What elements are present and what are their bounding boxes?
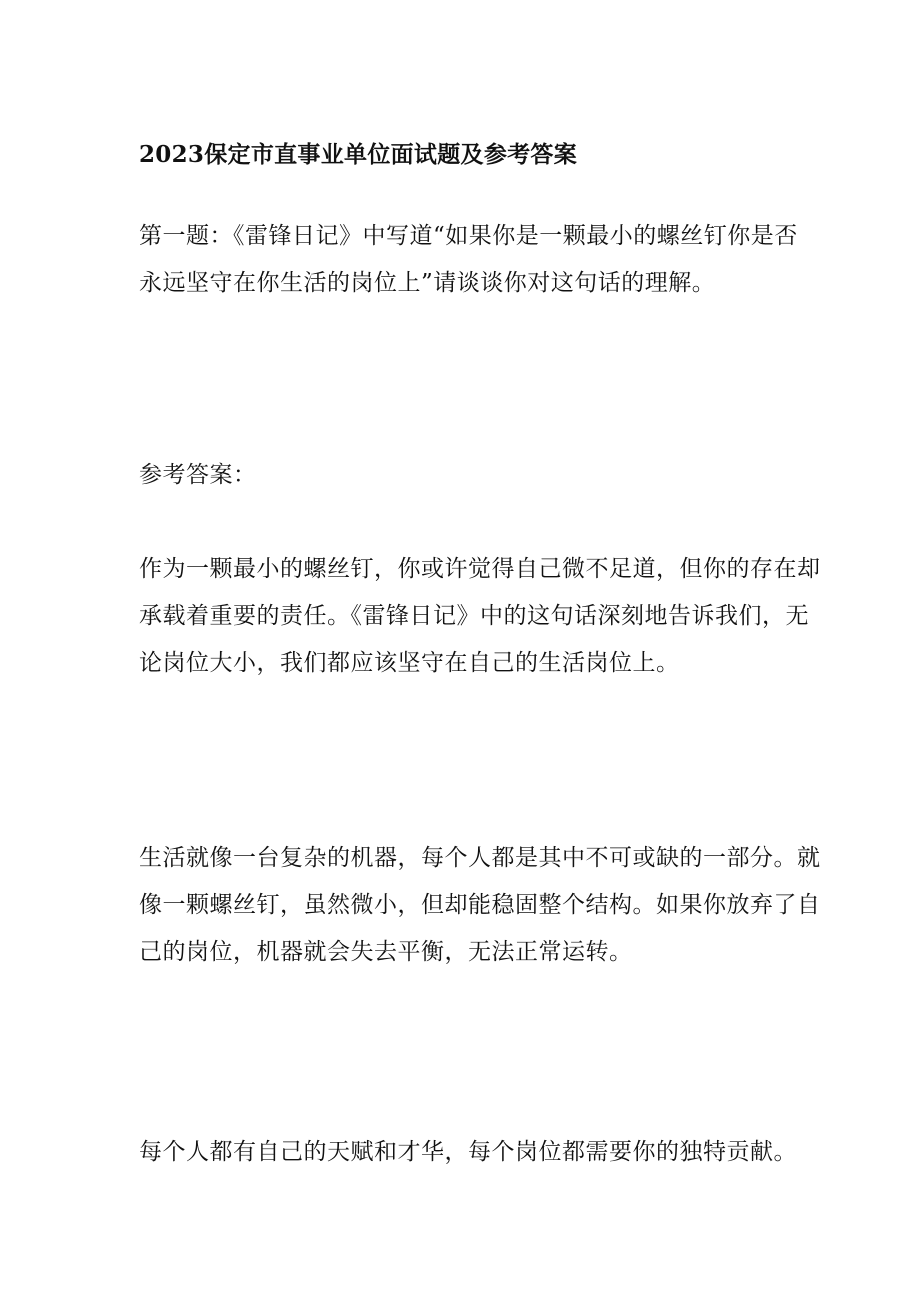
paragraph-line: 作为一颗最小的螺丝钉，你或许觉得自己微不足道，但你的存在却 xyxy=(139,556,821,582)
paragraph-line: 承载着重要的责任。《雷锋日记》中的这句话深刻地告诉我们，无 xyxy=(139,603,809,629)
question-line: 永远坚守在你生活的岗位上”请谈谈你对这句话的理解。 xyxy=(139,270,716,296)
answer-label: 参考答案： xyxy=(139,462,257,488)
paragraph-line: 己的岗位，机器就会失去平衡，无法正常运转。 xyxy=(139,939,633,965)
question-paragraph xyxy=(139,213,798,307)
paragraph-line: 论岗位大小，我们都应该坚守在自己的生活岗位上。 xyxy=(139,650,680,676)
page-title: 2023保定市直事业单位面试题及参考答案 xyxy=(139,141,578,168)
paragraph-line: 生活就像一台复杂的机器，每个人都是其中不可或缺的一部分。就 xyxy=(139,845,821,871)
question-line: 第一题：《雷锋日记》中写道“如果你是一颗最小的螺丝钉你是否 xyxy=(139,223,798,249)
paragraph-line: 像一颗螺丝钉，虽然微小，但却能稳固整个结构。如果你放弃了自 xyxy=(139,892,821,918)
paragraph-line: 每个人都有自己的天赋和才华，每个岗位都需要你的独特贡献。 xyxy=(139,1139,797,1165)
answer-paragraph-2 xyxy=(139,835,821,976)
answer-paragraph-1 xyxy=(139,546,821,687)
answer-paragraph-3 xyxy=(139,1129,797,1176)
